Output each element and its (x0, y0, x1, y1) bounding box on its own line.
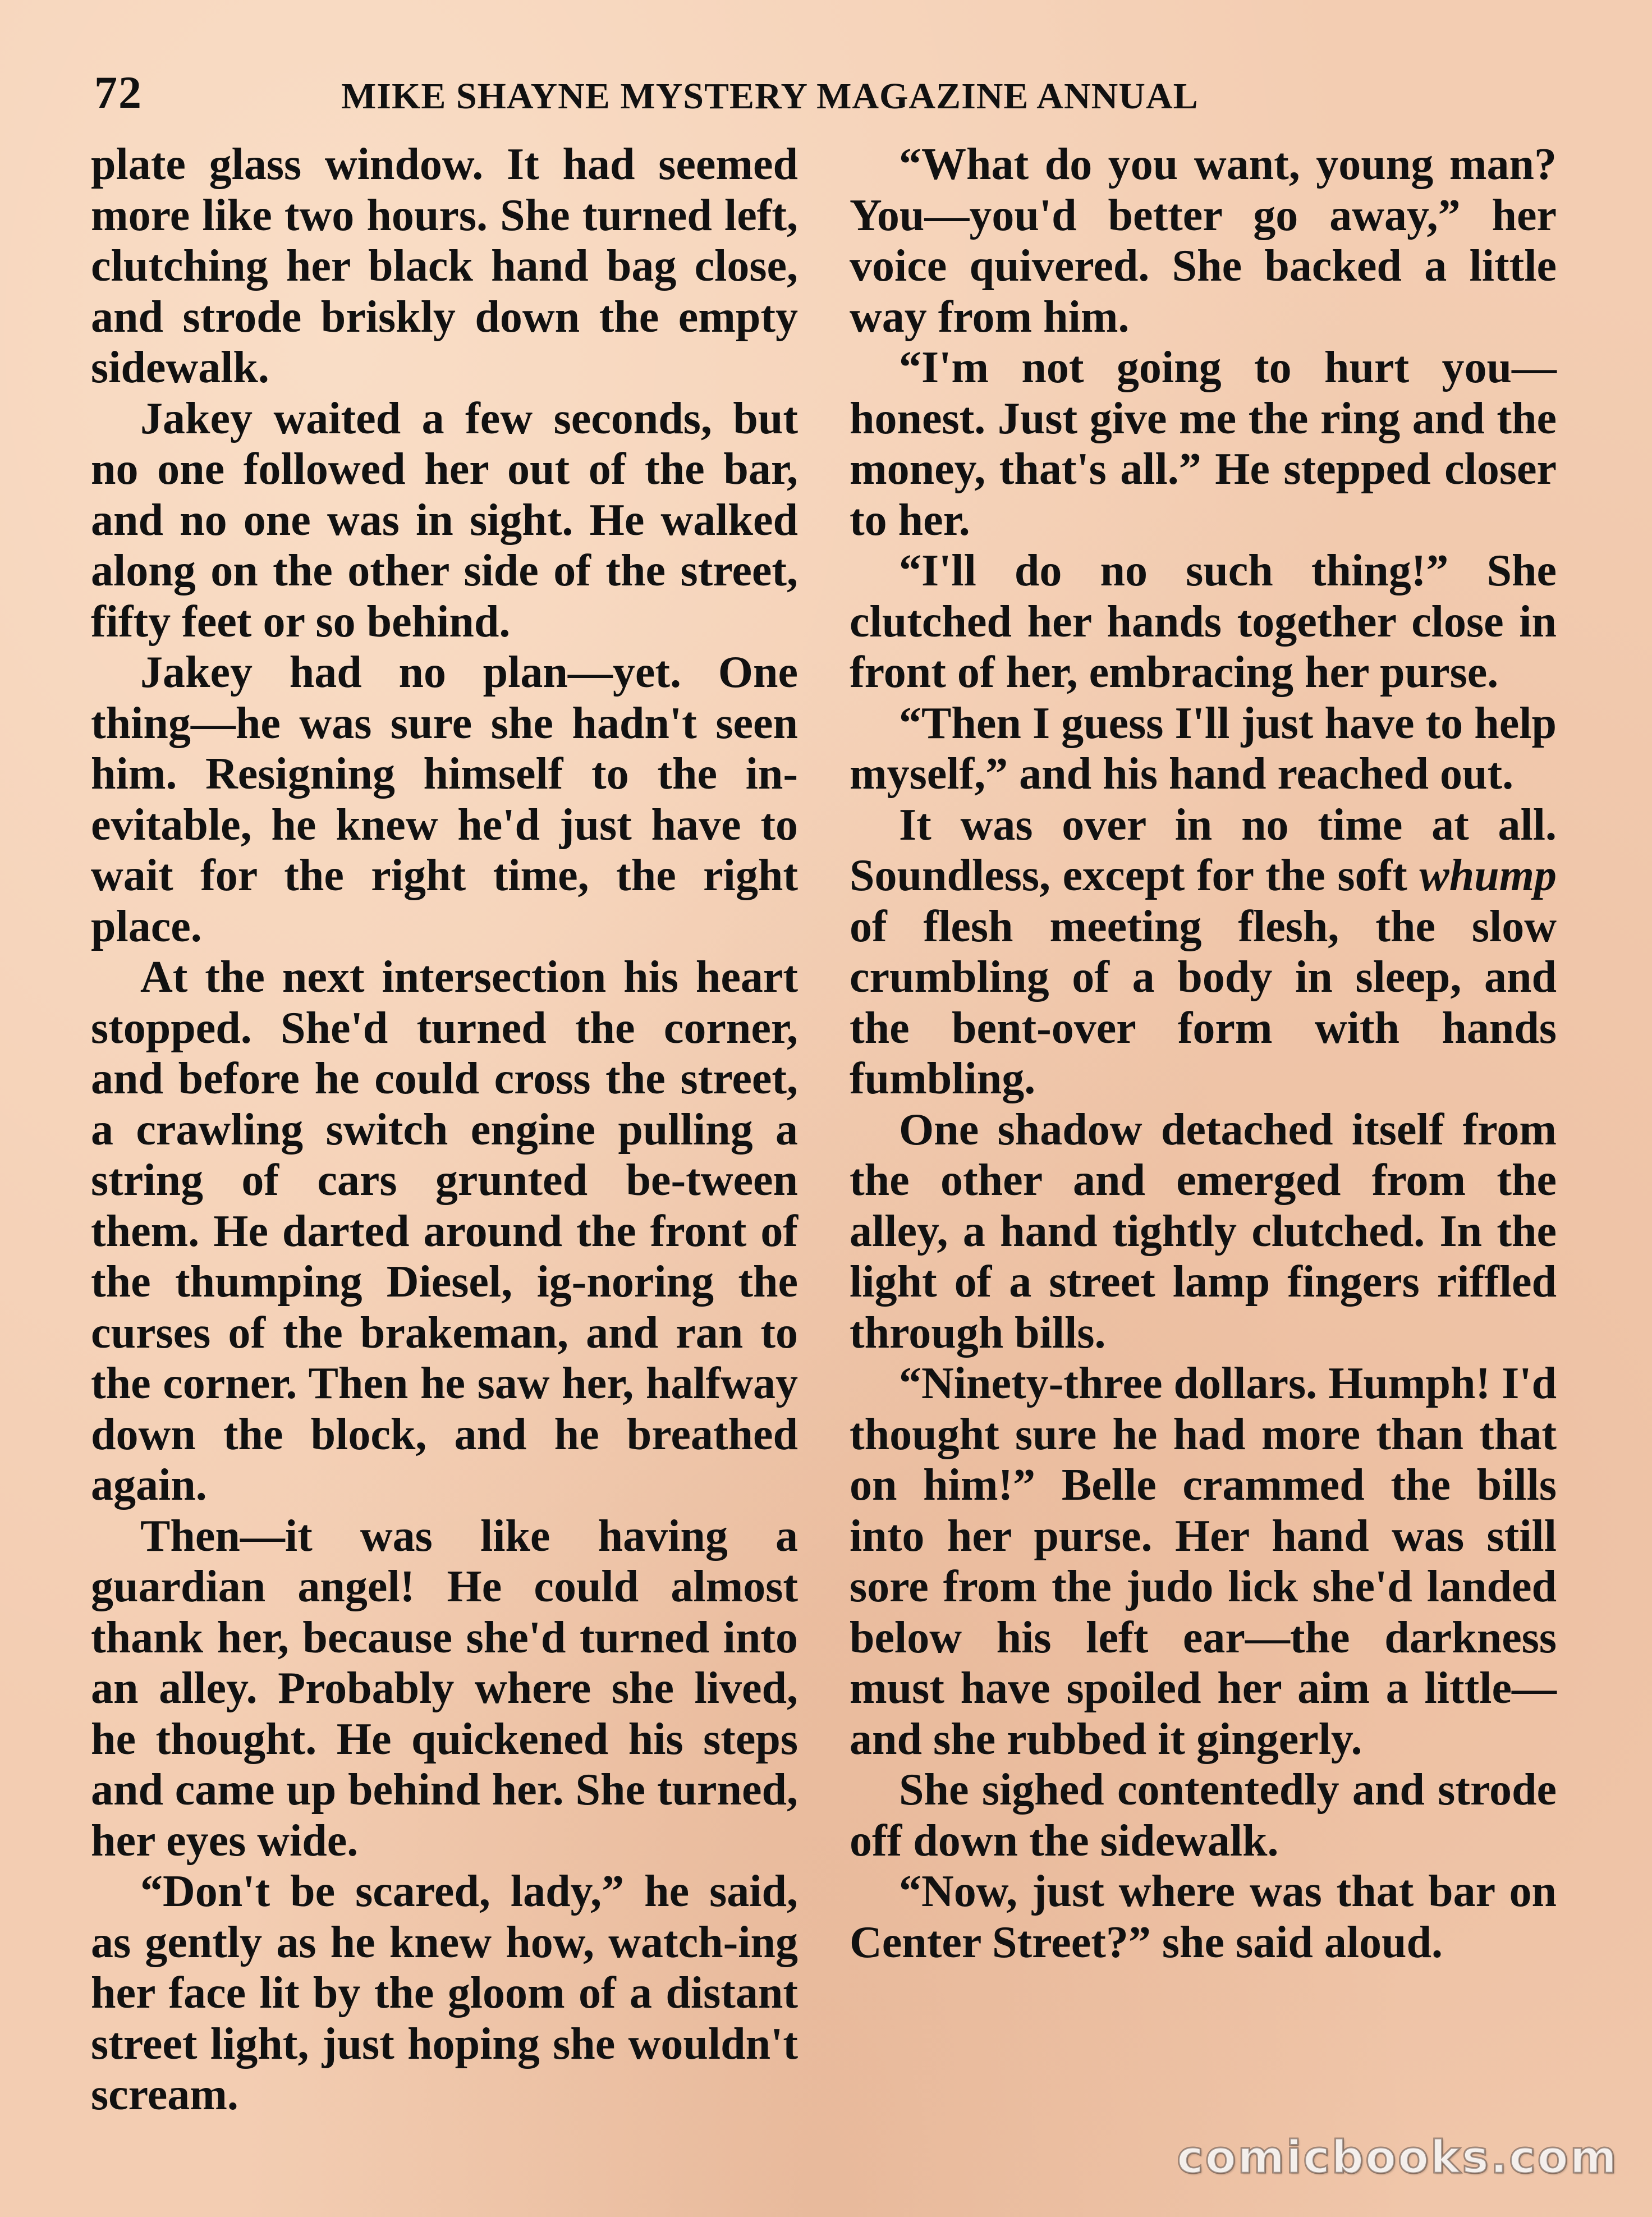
paragraph: She sighed contentedly and strode off down the sidewalk. (850, 1765, 1557, 1866)
paragraph: “Don't be scared, lady,” he said, as gently as he knew how, watch-ing her face lit by the gloom of a distant street light, just hoping she wouldn't scream. (91, 1867, 798, 2119)
paragraph: plate glass window. It had seemed more like two hours. She turned left, clutching her black hand bag close, and strode briskly down the empty sidewalk. (91, 140, 798, 392)
paragraph: One shadow detached itself from the other and emerged from the alley, a hand tightly clutched. In the light of a street lamp fingers riffled through bills. (850, 1105, 1557, 1358)
running-title: MIKE SHAYNE MYSTERY MAGAZINE ANNUAL (341, 76, 1199, 117)
text-run: It was over in no time at all. Soundless, except for the soft (850, 800, 1557, 900)
right-column (850, 139, 1557, 1968)
paragraph: “Now, just where was that bar on Center Street?” she said aloud. (850, 1867, 1557, 1967)
paragraph: “What do you want, young man? You—you'd better go away,” her voice quivered. She backed a little way from him. (850, 140, 1557, 342)
paragraph: “Then I guess I'll just have to help myself,” and his hand reached out. (850, 698, 1557, 799)
paragraph: “I'll do no such thing!” She clutched her hands together close in front of her, embracing her purse. (850, 546, 1557, 697)
paragraph (850, 800, 1557, 1105)
paragraph: Jakey had no plan—yet. One thing—he was sure she hadn't seen him. Resigning himself to the in-evitable, he knew he'd just have to wait for the right time, the right place. (91, 648, 798, 951)
italic-text: whump (1419, 851, 1557, 900)
left-column (91, 139, 798, 2120)
paragraph: “I'm not going to hurt you—honest. Just give me the ring and the money, that's all.” He stepped closer to her. (850, 343, 1557, 545)
watermark: comicbooks.com (1177, 2131, 1618, 2183)
paragraph: At the next intersection his heart stopped. She'd turned the corner, and before he could cross the street, a crawling switch engine pulling a string of cars grunted be-tween them. He darted around the front of the thumping Diesel, ig-noring the curses of the brakeman, and ran to the corner. Then he saw her, halfway down the block, and he breathed again. (91, 952, 798, 1510)
paragraph: Then—it was like having a guardian angel! He could almost thank her, because she'd turned into an alley. Probably where she lived, he thought. He quickened his steps and came up behind her. She turned, her eyes wide. (91, 1511, 798, 1866)
paragraph: Jakey waited a few seconds, but no one followed her out of the bar, and no one was in sight. He walked along on the other side of the street, fifty feet or so behind. (91, 393, 798, 647)
paragraph: “Ninety-three dollars. Humph! I'd thought sure he had more than that on him!” Belle crammed the bills into her purse. Her hand was still sore from the judo lick she'd landed below his left ear—the darkness must have spoiled her aim a little—and she rubbed it gingerly. (850, 1359, 1557, 1764)
text-run: of flesh meeting flesh, the slow crumbling of a body in sleep, and the bent-over form with hands fumbling. (850, 901, 1557, 1103)
page-number: 72 (94, 67, 143, 118)
page-header (94, 65, 1576, 126)
